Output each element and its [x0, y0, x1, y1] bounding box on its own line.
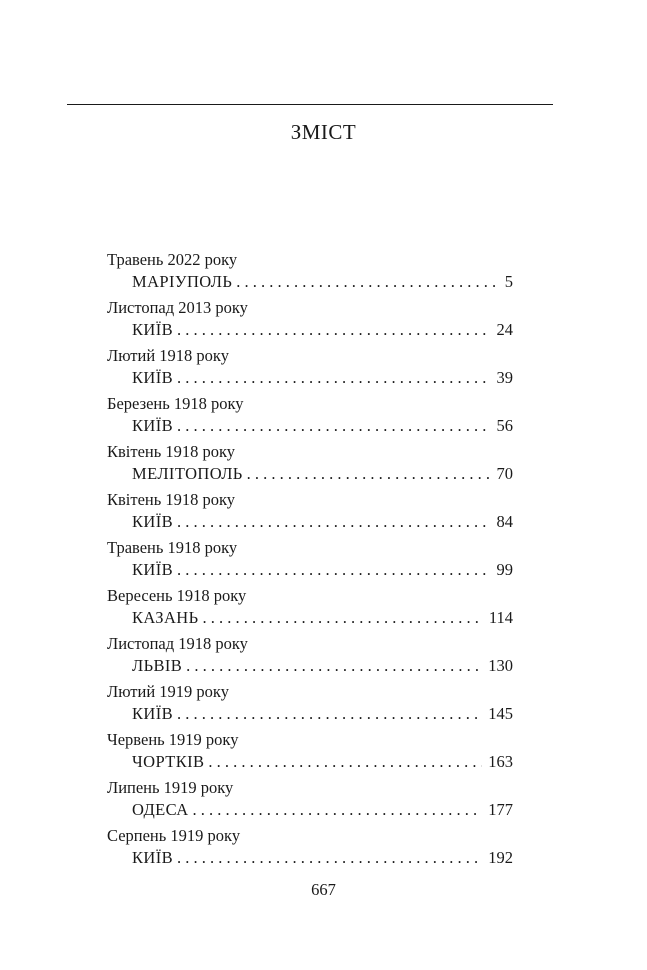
toc-entry[interactable] [107, 681, 513, 729]
toc-entry-page: 5 [504, 272, 513, 291]
toc-entry-place: КИЇВ [132, 560, 174, 579]
toc-entry[interactable] [107, 249, 513, 297]
toc-entry-place: КИЇВ [132, 320, 174, 339]
dot-leader [208, 751, 482, 773]
toc-entry-date: Травень 1918 року [107, 538, 238, 557]
toc-entry-date: Березень 1918 року [107, 394, 244, 413]
toc-entry[interactable] [107, 729, 513, 777]
toc-entry[interactable] [107, 537, 513, 585]
toc-entry-line [132, 511, 513, 535]
toc-entry-place: ОДЕСА [132, 800, 189, 819]
page-title: ЗМІСТ [290, 120, 357, 144]
toc-entry-page: 145 [488, 704, 513, 723]
toc-entry-date: Вересень 1918 року [107, 586, 247, 605]
toc-entry[interactable] [107, 489, 513, 537]
toc-entry-place: КИЇВ [132, 848, 174, 867]
toc-entry[interactable] [107, 633, 513, 681]
toc-entry-place: МАРІУПОЛЬ [132, 272, 233, 291]
toc-entry-line [132, 751, 513, 775]
dot-leader [177, 847, 482, 869]
toc-entry-page: 130 [488, 656, 513, 675]
toc-entry-page: 99 [496, 560, 513, 579]
toc-entry-place: КИЇВ [132, 368, 174, 387]
dot-leader [193, 799, 483, 821]
toc-entry[interactable] [107, 585, 513, 633]
toc-entry-line [132, 847, 513, 871]
dot-leader [177, 511, 490, 533]
toc-entry-page: 39 [496, 368, 513, 387]
toc-entry-line [132, 703, 513, 727]
toc-entry-line [132, 655, 513, 679]
toc-entry[interactable] [107, 441, 513, 489]
toc-entry-place: МЕЛІТОПОЛЬ [132, 464, 243, 483]
toc-entry-line [132, 367, 513, 391]
table-of-contents [107, 249, 513, 873]
top-rule [67, 104, 553, 105]
toc-entry-date: Червень 1919 року [107, 730, 239, 749]
page-number: 667 [311, 880, 336, 899]
toc-entry[interactable] [107, 345, 513, 393]
toc-entry-place: КИЇВ [132, 416, 174, 435]
toc-entry-page: 177 [488, 800, 513, 819]
toc-entry-line [132, 463, 513, 487]
toc-entry-date: Травень 2022 року [107, 250, 238, 269]
toc-entry-page: 56 [496, 416, 513, 435]
toc-entry-line [132, 271, 513, 295]
toc-entry-date: Лютий 1919 року [107, 682, 229, 701]
toc-entry-place: КИЇВ [132, 704, 174, 723]
toc-entry-date: Серпень 1919 року [107, 826, 241, 845]
toc-entry-line [132, 415, 513, 439]
toc-entry-date: Липень 1919 року [107, 778, 234, 797]
toc-entry-date: Листопад 1918 року [107, 634, 248, 653]
dot-leader [202, 607, 482, 629]
dot-leader [247, 463, 491, 485]
toc-entry-page: 24 [496, 320, 513, 339]
toc-entry-line [132, 559, 513, 583]
toc-entry-line [132, 799, 513, 823]
dot-leader [236, 271, 499, 293]
toc-entry-place: КАЗАНЬ [132, 608, 199, 627]
dot-leader [177, 367, 490, 389]
toc-entry-page: 114 [488, 608, 513, 627]
toc-entry-place: ЧОРТКІВ [132, 752, 205, 771]
toc-entry-page: 84 [496, 512, 513, 531]
toc-entry[interactable] [107, 825, 513, 873]
toc-entry-page: 70 [496, 464, 513, 483]
toc-entry-date: Квітень 1918 року [107, 490, 236, 509]
toc-entry-line [132, 607, 513, 631]
toc-entry-place: КИЇВ [132, 512, 174, 531]
toc-entry-place: ЛЬВІВ [132, 656, 183, 675]
dot-leader [177, 319, 490, 341]
toc-entry-date: Листопад 2013 року [107, 298, 248, 317]
dot-leader [177, 415, 490, 437]
dot-leader [186, 655, 482, 677]
toc-entry[interactable] [107, 777, 513, 825]
toc-entry-date: Квітень 1918 року [107, 442, 236, 461]
dot-leader [177, 559, 490, 581]
dot-leader [177, 703, 482, 725]
toc-entry-page: 163 [488, 752, 513, 771]
toc-entry-page: 192 [488, 848, 513, 867]
toc-entry[interactable] [107, 297, 513, 345]
toc-entry-date: Лютий 1918 року [107, 346, 229, 365]
toc-entry[interactable] [107, 393, 513, 441]
toc-entry-line [132, 319, 513, 343]
